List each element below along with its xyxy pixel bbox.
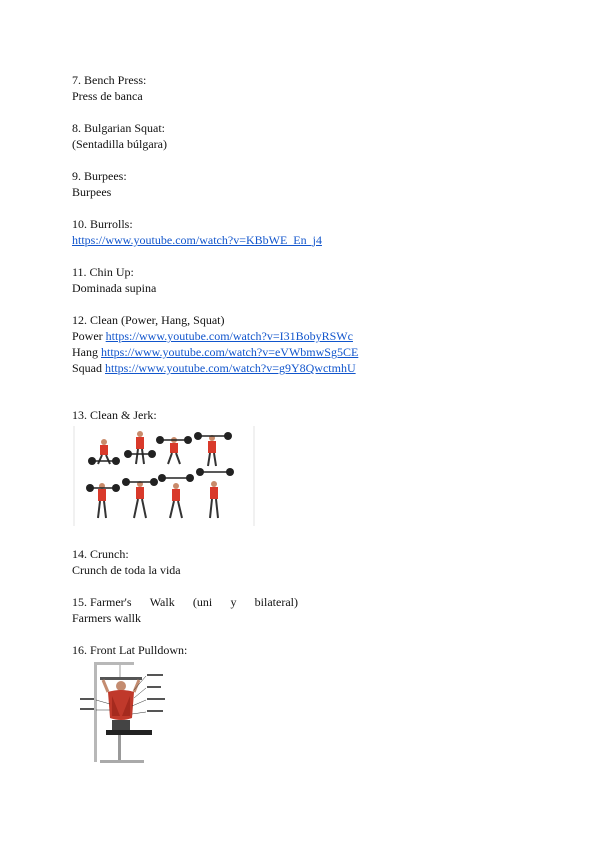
entry-chin-up bbox=[72, 264, 156, 296]
entry-title: 10. Burrolls: bbox=[72, 217, 133, 231]
title-word: (uni bbox=[192, 595, 213, 609]
entry-description: Crunch de toda la vida bbox=[72, 563, 181, 577]
entry-bulgarian-squat bbox=[72, 120, 167, 152]
entry-title: 8. Bulgarian Squat: bbox=[72, 121, 165, 135]
entry-description: Dominada supina bbox=[72, 281, 157, 295]
title-word: y bbox=[230, 595, 237, 609]
entry-burrolls bbox=[72, 216, 322, 248]
entry-title bbox=[72, 594, 298, 610]
entry-clean-and-jerk bbox=[72, 407, 157, 423]
entry-description: (Sentadilla búlgara) bbox=[72, 137, 167, 151]
clean-power-link[interactable]: https://www.youtube.com/watch?v=I31BobyRSWc bbox=[105, 329, 353, 343]
clean-hang-link[interactable]: https://www.youtube.com/watch?v=eVWbmwSg5CE bbox=[101, 345, 359, 359]
lat-pulldown-illustration bbox=[72, 660, 172, 768]
burrolls-video-link[interactable]: https://www.youtube.com/watch?v=KBbWE_En_j4 bbox=[72, 233, 322, 247]
entry-title: 11. Chin Up: bbox=[72, 265, 134, 279]
entry-description: Press de banca bbox=[72, 89, 143, 103]
title-word: 15. Farmer's bbox=[72, 595, 132, 609]
title-word: Walk bbox=[149, 595, 175, 609]
title-word: bilateral) bbox=[254, 595, 298, 609]
entry-title: 13. Clean & Jerk: bbox=[72, 408, 157, 422]
clean-power-label: Power bbox=[72, 329, 103, 343]
clean-squat-link[interactable]: https://www.youtube.com/watch?v=g9Y8QwctmhU bbox=[105, 361, 356, 375]
entry-description: Burpees bbox=[72, 185, 112, 199]
clean-and-jerk-illustration bbox=[72, 426, 256, 526]
entry-title: 9. Burpees: bbox=[72, 169, 127, 183]
clean-squat-label: Squad bbox=[72, 361, 102, 375]
entry-burpees bbox=[72, 168, 127, 200]
entry-farmers-walk bbox=[72, 594, 298, 626]
entry-front-lat-pulldown bbox=[72, 642, 187, 658]
entry-title: 12. Clean (Power, Hang, Squat) bbox=[72, 313, 225, 327]
entry-title: 16. Front Lat Pulldown: bbox=[72, 643, 188, 657]
entry-crunch bbox=[72, 546, 181, 578]
entry-clean bbox=[72, 312, 358, 376]
clean-hang-label: Hang bbox=[72, 345, 98, 359]
entry-title: 7. Bench Press: bbox=[72, 73, 147, 87]
entry-bench-press bbox=[72, 72, 146, 104]
entry-title: 14. Crunch: bbox=[72, 547, 129, 561]
entry-description: Farmers wallk bbox=[72, 611, 141, 625]
